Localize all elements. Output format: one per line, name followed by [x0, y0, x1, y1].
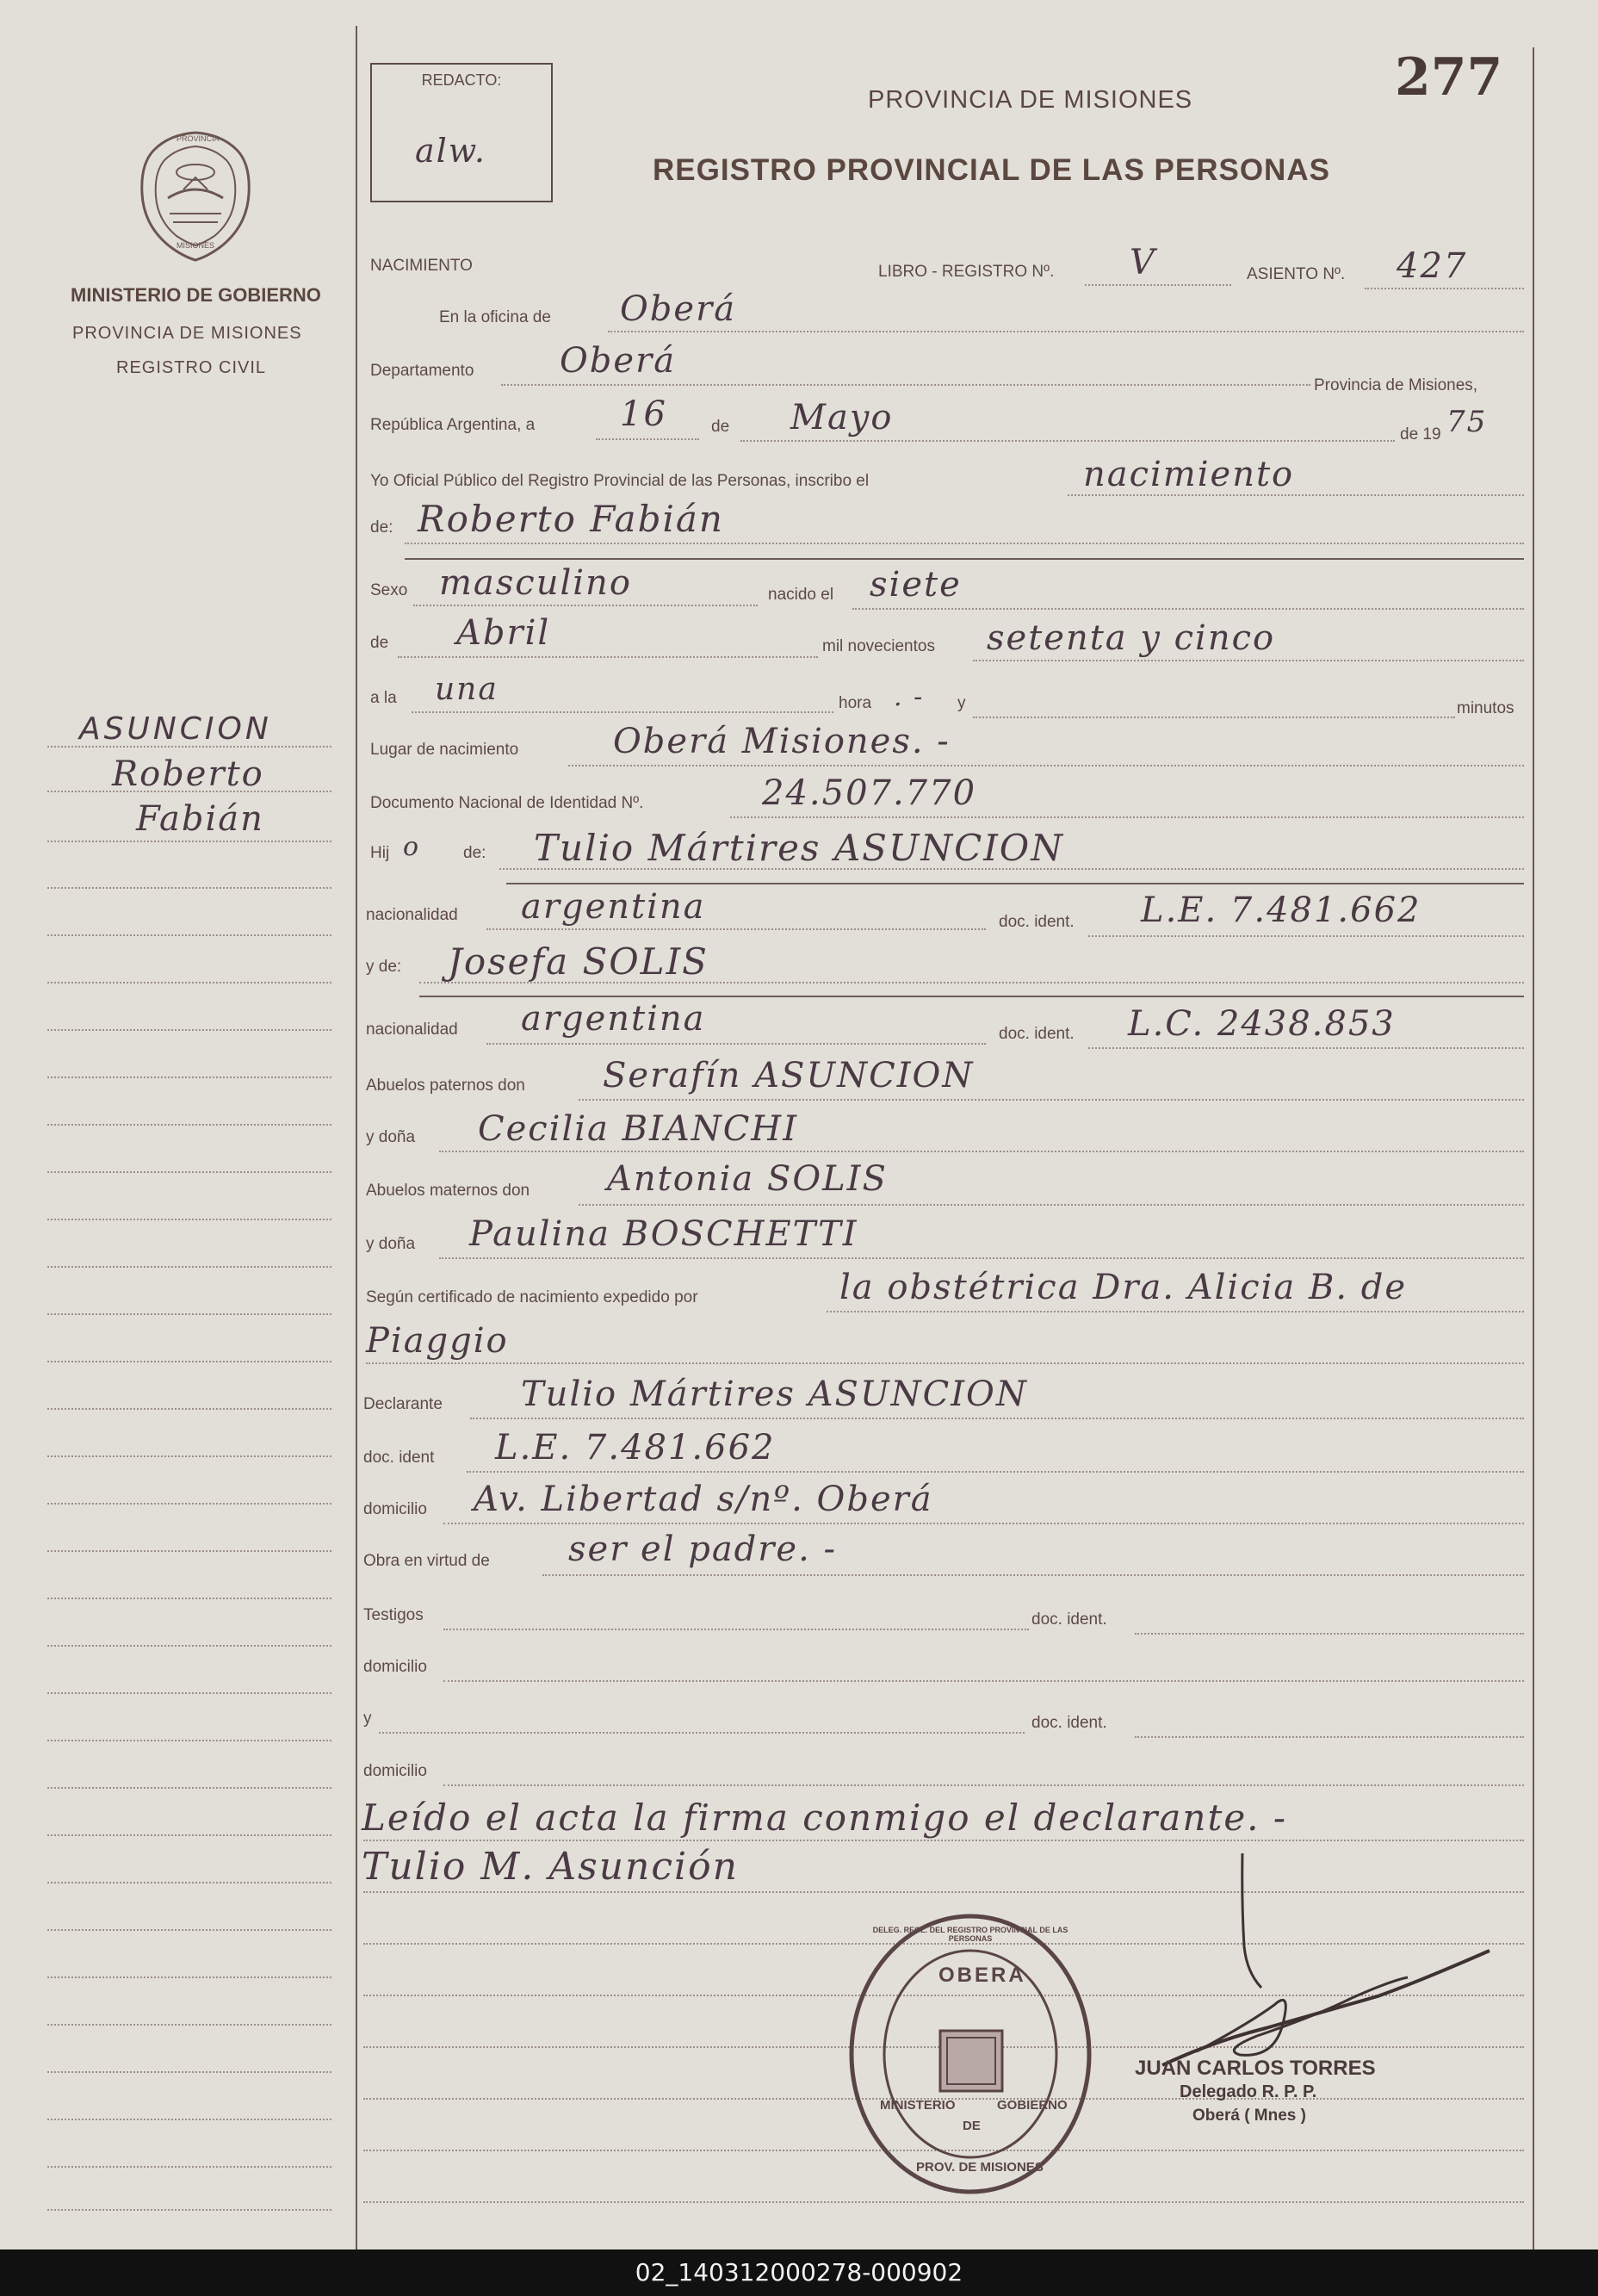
- separator-line: [419, 996, 1524, 997]
- value-declarante-doc: L.E. 7.481.662: [495, 1428, 776, 1468]
- value-oficina: Oberá: [620, 289, 737, 329]
- value-dni: 24.507.770: [762, 773, 977, 813]
- margin-line: [47, 1929, 331, 1931]
- margin-line: [47, 841, 331, 842]
- entry-line: [405, 543, 1524, 544]
- margin-line: [47, 1171, 331, 1173]
- seal-top-text: OBERA: [938, 1964, 1026, 1987]
- ministry-province: PROVINCIA DE MISIONES: [72, 324, 302, 343]
- margin-line: [47, 1787, 331, 1789]
- redacto-title: REDACTO:: [421, 71, 502, 89]
- margin-line: [47, 2119, 331, 2120]
- label-sexo: Sexo: [370, 581, 408, 599]
- label-obra: Obra en virtud de: [363, 1552, 490, 1570]
- page-number: 277: [1395, 47, 1503, 108]
- entry-line: [486, 1043, 986, 1045]
- entry-line: [568, 765, 1524, 766]
- label-abuelos-maternos: Abuelos maternos don: [366, 1182, 530, 1200]
- value-abuelo-materno: Antonia SOLIS: [607, 1159, 888, 1199]
- value-dia: 16: [620, 394, 667, 434]
- label-y-dona-materna: y doña: [366, 1235, 416, 1253]
- margin-line: [47, 791, 331, 792]
- value-hora-extra: . -: [894, 682, 925, 712]
- redacto-initials: alw.: [415, 132, 486, 170]
- margin-line: [47, 1550, 331, 1552]
- entry-line: [1088, 1047, 1524, 1049]
- entry-line: [740, 440, 1395, 442]
- margin-line: [47, 1361, 331, 1362]
- separator-line: [405, 558, 1524, 560]
- value-mes-nac: Abril: [456, 613, 551, 653]
- redacto-box: [370, 63, 553, 202]
- seal-ring-text: DELEG. REGL. DEL REGISTRO PROVINCIAL DE LAS PERSONAS: [872, 1926, 1068, 1943]
- label-y-dona-paterna: y doña: [366, 1128, 416, 1146]
- label-domicilio-declarante: domicilio: [363, 1500, 427, 1518]
- margin-line: [47, 1408, 331, 1410]
- margin-line: [47, 1077, 331, 1078]
- margin-line: [47, 1503, 331, 1505]
- official-name: JUAN CARLOS TORRES: [1135, 2057, 1376, 2080]
- entry-line: [379, 1732, 1025, 1734]
- header-title: REGISTRO PROVINCIAL DE LAS PERSONAS: [653, 153, 1330, 187]
- label-provincia: Provincia de Misiones,: [1314, 376, 1478, 394]
- value-certificado-2: Piaggio: [366, 1321, 509, 1361]
- value-nacido: siete: [870, 565, 962, 605]
- emblem-text-bottom: MISIONES: [177, 241, 215, 250]
- value-madre-nac: argentina: [521, 999, 706, 1039]
- value-anio: 75: [1446, 405, 1488, 439]
- margin-line: [47, 2209, 331, 2211]
- label-oficina: En la oficina de: [439, 308, 551, 326]
- label-libro: LIBRO - REGISTRO Nº.: [878, 263, 1055, 281]
- seal-bottom-text: PROV. DE MISIONES: [916, 2160, 1044, 2175]
- official-place: Oberá ( Mnes ): [1192, 2107, 1306, 2125]
- value-asiento: 427: [1397, 246, 1468, 286]
- entry-line: [467, 1471, 1524, 1473]
- label-segun: Según certificado de nacimiento expedido por: [366, 1288, 698, 1306]
- label-testigos: Testigos: [363, 1606, 424, 1624]
- value-madre: Josefa SOLIS: [448, 940, 709, 983]
- label-a-la: a la: [370, 689, 397, 707]
- label-hij: Hij: [370, 844, 390, 862]
- entry-line: [443, 1629, 1029, 1630]
- entry-line: [439, 1151, 1524, 1152]
- margin-second-name: Fabián: [136, 799, 264, 839]
- entry-line: [1365, 288, 1524, 289]
- value-abuela-materna: Paulina BOSCHETTI: [469, 1214, 858, 1254]
- margin-line: [47, 1976, 331, 1978]
- entry-line: [852, 608, 1524, 610]
- entry-line: [413, 605, 758, 606]
- entry-line: [366, 1362, 1524, 1364]
- label-y-minutos: y: [957, 694, 966, 712]
- entry-line: [973, 717, 1455, 718]
- entry-line: [443, 1784, 1524, 1786]
- label-minutos: minutos: [1457, 699, 1514, 717]
- entry-line: [542, 1574, 1524, 1576]
- entry-line: [579, 1204, 1524, 1206]
- label-declarante: Declarante: [363, 1395, 443, 1413]
- scan-id-footer: 02_140312000278-000902: [0, 2249, 1598, 2296]
- label-docident-madre: doc. ident.: [999, 1025, 1075, 1043]
- entry-line: [1088, 935, 1524, 937]
- margin-surname: ASUNCION: [79, 711, 272, 747]
- margin-line: [47, 746, 331, 748]
- value-certificado: la obstétrica Dra. Alicia B. de: [839, 1268, 1408, 1307]
- label-domicilio-testigo-1: domicilio: [363, 1658, 427, 1676]
- label-docident-testigo-1: doc. ident.: [1031, 1610, 1107, 1629]
- margin-line: [47, 1645, 331, 1647]
- entry-line: [443, 1680, 1524, 1682]
- value-mes: Mayo: [790, 398, 894, 437]
- label-nacimiento: NACIMIENTO: [370, 257, 473, 275]
- label-abuelos-paternos: Abuelos paternos don: [366, 1077, 525, 1095]
- label-dni: Documento Nacional de Identidad Nº.: [370, 794, 644, 812]
- margin-line: [47, 2166, 331, 2168]
- label-de-mes-nac: de: [370, 634, 389, 652]
- official-role: Delegado R. P. P.: [1180, 2082, 1317, 2101]
- value-nombre: Roberto Fabián: [418, 498, 724, 540]
- entry-line: [1085, 284, 1231, 286]
- value-obra: ser el padre. -: [568, 1530, 838, 1569]
- header-province: PROVINCIA DE MISIONES: [868, 86, 1193, 114]
- entry-line: [501, 384, 1310, 386]
- entry-line: [443, 1523, 1524, 1524]
- ministry-title: MINISTERIO DE GOBIERNO: [71, 284, 321, 306]
- value-acto: nacimiento: [1083, 455, 1295, 494]
- value-madre-doc: L.C. 2438.853: [1128, 1004, 1396, 1044]
- margin-line: [47, 2071, 331, 2073]
- seal-middle-3: GOBIERNO: [997, 2098, 1068, 2113]
- label-y-de: y de:: [366, 958, 402, 976]
- label-asiento: ASIENTO Nº.: [1247, 265, 1346, 283]
- label-hij-de: de:: [463, 844, 486, 862]
- label-de-nombre: de:: [370, 518, 393, 537]
- label-lugar: Lugar de nacimiento: [370, 741, 519, 759]
- margin-line: [47, 982, 331, 984]
- seal-middle-1: MINISTERIO: [880, 2098, 956, 2113]
- value-hij-suffix: o: [403, 832, 421, 862]
- margin-first-name: Roberto: [112, 754, 264, 794]
- margin-line: [47, 1455, 331, 1457]
- entry-line: [973, 660, 1524, 661]
- label-nacionalidad-madre: nacionalidad: [366, 1021, 458, 1039]
- value-hora: una: [435, 672, 499, 707]
- label-docident-declarante: doc. ident: [363, 1449, 435, 1467]
- label-y-testigo: y: [363, 1710, 372, 1728]
- label-docident-testigo-2: doc. ident.: [1031, 1714, 1107, 1732]
- emblem-text-top: PROVINCIA: [177, 134, 220, 143]
- entry-line: [470, 1418, 1524, 1419]
- value-sexo: masculino: [439, 563, 632, 603]
- value-abuelo-paterno: Serafín ASUNCION: [603, 1056, 975, 1095]
- margin-line: [47, 1266, 331, 1268]
- entry-line: [827, 1311, 1524, 1312]
- entry-line: [412, 711, 833, 713]
- label-departamento: Departamento: [370, 362, 474, 380]
- seal-middle-2: DE: [963, 2119, 981, 2133]
- entry-line: [486, 928, 986, 930]
- value-abuela-paterna: Cecilia BIANCHI: [478, 1109, 798, 1149]
- margin-line: [47, 1219, 331, 1220]
- margin-line: [47, 1740, 331, 1741]
- margin-line: [47, 1598, 331, 1599]
- margin-line: [47, 1834, 331, 1836]
- label-nacido: nacido el: [768, 586, 834, 604]
- province-emblem: [135, 129, 256, 263]
- entry-line: [730, 816, 1524, 818]
- entry-line: [1068, 494, 1524, 496]
- label-docident-padre: doc. ident.: [999, 913, 1075, 931]
- entry-line: [363, 2201, 1524, 2203]
- value-padre-doc: L.E. 7.481.662: [1141, 890, 1421, 930]
- label-domicilio-testigo-2: domicilio: [363, 1762, 427, 1780]
- left-border-line: [356, 26, 357, 2249]
- margin-line: [47, 2024, 331, 2026]
- entry-line: [363, 1840, 1524, 1841]
- entry-line: [596, 438, 699, 440]
- margin-line: [47, 1124, 331, 1126]
- value-departamento: Oberá: [560, 341, 677, 381]
- entry-line: [1135, 1736, 1524, 1738]
- ministry-registry: REGISTRO CIVIL: [116, 358, 267, 377]
- official-seal: [845, 1910, 1095, 2199]
- margin-line: [47, 1882, 331, 1883]
- value-declarante: Tulio Mártires ASUNCION: [521, 1374, 1028, 1414]
- seal-icon: [845, 1910, 1095, 2199]
- label-nacionalidad-padre: nacionalidad: [366, 906, 458, 924]
- entry-line: [439, 1257, 1524, 1259]
- label-hora: hora: [839, 694, 872, 712]
- entry-line: [1135, 1633, 1524, 1635]
- margin-line: [47, 1313, 331, 1315]
- label-de-mes: de: [711, 418, 730, 436]
- value-padre: Tulio Mártires ASUNCION: [534, 827, 1064, 869]
- label-de-19: de 19: [1400, 425, 1441, 444]
- declarant-signature: Tulio M. Asunción: [362, 1845, 739, 1889]
- right-border-line: [1533, 47, 1534, 2249]
- entry-line: [608, 331, 1524, 332]
- separator-line: [506, 883, 1524, 884]
- value-padre-nac: argentina: [521, 887, 706, 927]
- value-anio-nac: setenta y cinco: [987, 618, 1276, 658]
- value-lugar: Oberá Misiones. -: [613, 722, 951, 761]
- closing-statement: Leído el acta la firma conmigo el declarante. -: [362, 1796, 1288, 1839]
- margin-line: [47, 1692, 331, 1694]
- label-mil: mil novecientos: [822, 637, 935, 655]
- margin-line: [47, 887, 331, 889]
- label-oficial: Yo Oficial Público del Registro Provincial de las Personas, inscribo el: [370, 472, 870, 490]
- value-libro: V: [1130, 243, 1156, 282]
- margin-line: [47, 1029, 331, 1031]
- entry-line: [579, 1099, 1524, 1101]
- margin-line: [47, 934, 331, 936]
- value-domicilio: Av. Libertad s/nº. Oberá: [474, 1480, 933, 1519]
- label-republica: República Argentina, a: [370, 416, 536, 434]
- entry-line: [398, 656, 818, 658]
